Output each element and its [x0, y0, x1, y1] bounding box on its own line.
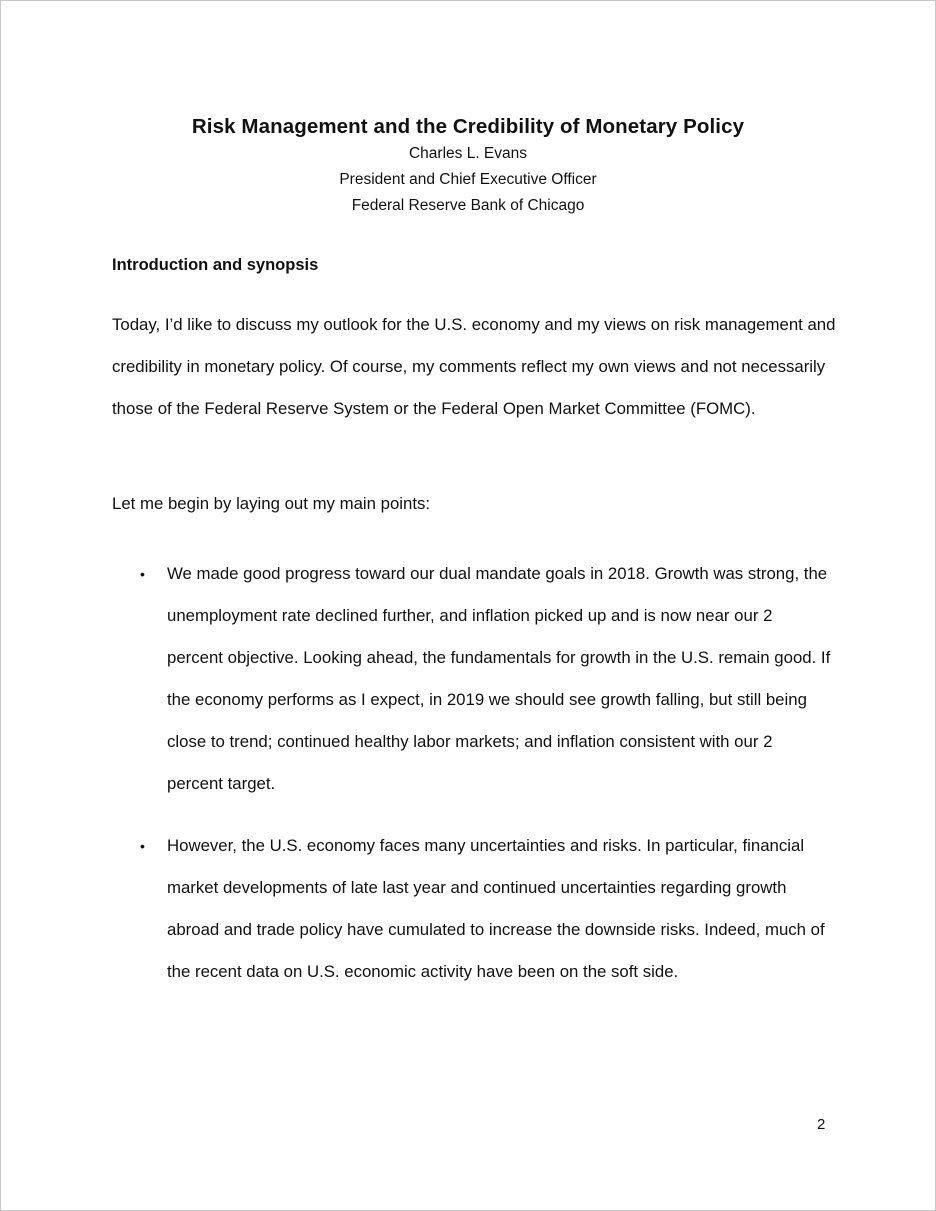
bullet-icon: •	[140, 838, 145, 854]
paragraph-intro: Today, I’d like to discuss my outlook for the U.S. economy and my views on risk management and credibility in monetary policy. Of course, my comments reflect my own views and not necessarily those of the Federal Reserve System or the Federal Open Market Committee (FOMC).	[112, 315, 836, 418]
bullet-list	[1, 553, 935, 1013]
list-item	[1, 553, 833, 805]
paragraph-main-points: Let me begin by laying out my main points:	[112, 494, 431, 513]
list-item	[1, 825, 833, 993]
bullet-text: However, the U.S. economy faces many uncertainties and risks. In particular, financial market developments of late last year and continued uncertainties regarding growth abroad and trade policy have cumulated to increase the downside risks. Indeed, much of the recent data on U.S. economic activity have been on the soft side.	[167, 836, 825, 981]
bullet-text: We made good progress toward our dual mandate goals in 2018. Growth was strong, the unemployment rate declined further, and inflation picked up and is now near our 2 percent objective. Looking ahead, the fundamentals for growth in the U.S. remain good. If the economy performs as I expect, in 2019 we should see growth falling, but still being close to trend; continued healthy labor markets; and inflation consistent with our 2 percent target.	[167, 564, 831, 793]
document-title: Risk Management and the Credibility of Monetary Policy	[191, 115, 745, 138]
author-organization: Federal Reserve Bank of Chicago	[351, 197, 585, 214]
author-name: Charles L. Evans	[408, 145, 528, 162]
title-block	[1, 113, 935, 219]
author-position: President and Chief Executive Officer	[339, 171, 597, 188]
bullet-icon: •	[140, 566, 145, 582]
page-number: 2	[817, 1116, 826, 1133]
section-heading: Introduction and synopsis	[112, 256, 319, 274]
